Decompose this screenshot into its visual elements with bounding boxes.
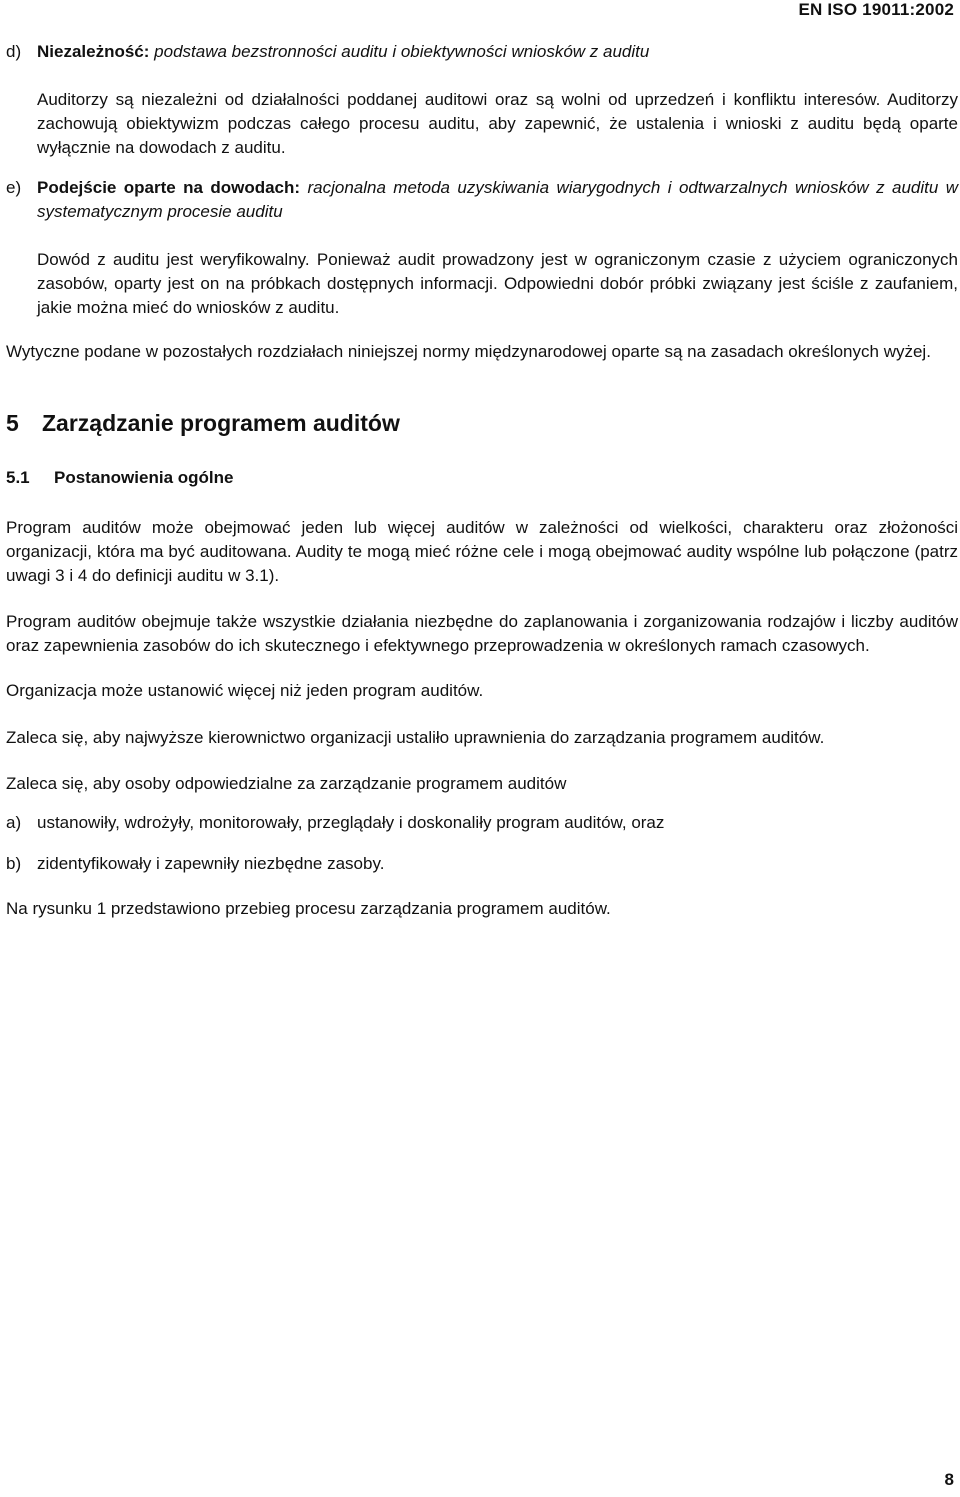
guidelines-paragraph: Wytyczne podane w pozostałych rozdziałach niniejszej normy międzynarodowej oparte są na zasadach określonych wyżej. [6,342,931,361]
page-number: 8 [944,1470,954,1489]
list-marker: e) [6,178,22,197]
body-paragraph: Program auditów obejmuje także wszystkie działania niezbędne do zaplanowania i zorganizowania rodzajów i liczby auditów oraz zapewnienia zasobów do ich skutecznego i efektywnego przeprowadzenia w określonych ramach czasowych. [6,612,958,655]
section-title: Postanowienia ogólne [54,468,234,487]
principle-title: Podejście oparte na dowodach: [37,178,301,197]
list-item-text: zidentyfikowały i zapewniły niezbędne zasoby. [37,854,385,873]
page-content [6,40,958,941]
list-item [6,852,958,876]
body-paragraph: Program auditów może obejmować jeden lub więcej auditów w zależności od wielkości, charakteru oraz złożoności organizacji, która ma być auditowana. Audity te mogą mieć różne cele i mogą obejmować audity wspólne lub połączone (patrz uwagi 3 i 4 do definicji auditu w 3.1). [6,518,958,585]
principle-item-e [6,176,958,224]
body-paragraph: Zaleca się, aby osoby odpowiedzialne za zarządzanie programem auditów [6,774,567,793]
section-title: Zarządzanie programem auditów [42,410,400,436]
section-5-1-heading [6,466,958,490]
list-marker: b) [6,854,22,873]
principle-d-text: Auditorzy są niezależni od działalności poddanej auditowi oraz są wolni od uprzedzeń i konfliktu interesów. Auditorzy zachowują obiektywizm podczas całego procesu auditu, aby zapewnić, że ustalenia i wnioski z auditu będą oparte wyłącznie na dowodach z auditu. [37,90,958,157]
document-standard-header: EN ISO 19011:2002 [798,0,954,19]
list-item [6,811,958,835]
section-number: 5 [6,410,19,436]
section-number: 5.1 [6,468,30,487]
principle-item-d [6,40,958,64]
body-paragraph: Zaleca się, aby najwyższe kierownictwo organizacji ustaliło uprawnienia do zarządzania programem auditów. [6,728,825,747]
principle-e-text: Dowód z auditu jest weryfikowalny. Ponieważ audit prowadzony jest w ograniczonym czasie z użyciem ograniczonych zasobów, oparty jest on na próbkach dostępnych informacji. Odpowiedni dobór próbki związany jest ściśle z zaufaniem, jakie można mieć do wniosków z auditu. [37,250,958,317]
body-paragraph: Organizacja może ustanowić więcej niż jeden program auditów. [6,681,484,700]
section-5-heading [6,408,958,438]
list-marker: d) [6,42,22,61]
principle-title: Niezależność: [37,42,150,61]
principle-definition: racjonalna metoda uzyskiwania wiarygodnych i odtwarzalnych wniosków z auditu w systematycznym procesie auditu [37,178,958,221]
list-marker: a) [6,813,22,832]
list-item-text: ustanowiły, wdrożyły, monitorowały, przeglądały i doskonaliły program auditów, oraz [37,813,665,832]
principle-definition: podstawa bezstronności auditu i obiektywności wniosków z auditu [154,42,650,61]
closing-paragraph: Na rysunku 1 przedstawiono przebieg procesu zarządzania programem auditów. [6,899,611,918]
